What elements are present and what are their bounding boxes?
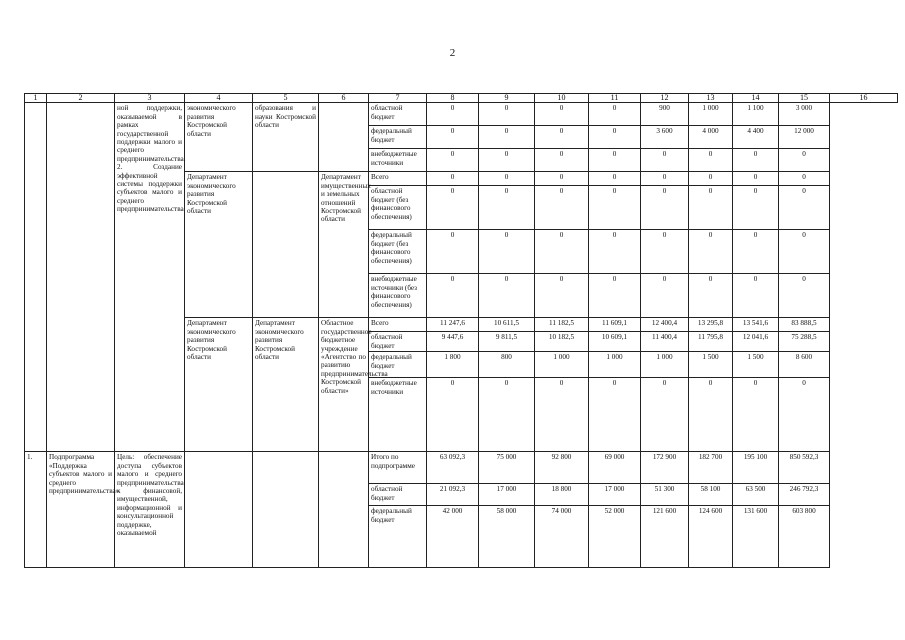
cell-name	[47, 103, 115, 452]
value-cell: 0	[733, 149, 779, 172]
column-header: 3	[115, 94, 185, 103]
value-cell: 0	[779, 230, 830, 274]
value-cell: 131 600	[733, 506, 779, 568]
value-cell: 0	[535, 149, 589, 172]
value-cell: 0	[427, 126, 479, 149]
value-cell: 0	[733, 172, 779, 186]
source-cell: внебюджетные источники	[369, 378, 427, 452]
executor-cell	[253, 172, 319, 318]
value-cell: 0	[733, 186, 779, 230]
value-cell: 0	[479, 378, 535, 452]
column-header: 1	[25, 94, 47, 103]
value-cell: 0	[479, 149, 535, 172]
value-cell: 51 300	[641, 484, 689, 506]
value-cell: 0	[589, 103, 641, 126]
value-cell: 17 000	[589, 484, 641, 506]
column-header: 4	[185, 94, 253, 103]
column-header: 2	[47, 94, 115, 103]
value-cell: 0	[535, 126, 589, 149]
value-cell: 12 400,4	[641, 318, 689, 332]
value-cell: 11 400,4	[641, 332, 689, 352]
value-cell: 12 000	[779, 126, 830, 149]
goal-cell	[115, 103, 185, 452]
value-cell: 603 800	[779, 506, 830, 568]
value-cell: 0	[535, 230, 589, 274]
value-cell: 0	[589, 230, 641, 274]
column-header: 14	[733, 94, 779, 103]
executor-cell	[253, 452, 319, 568]
source-cell: областной бюджет	[369, 103, 427, 126]
value-cell: 4 000	[689, 126, 733, 149]
cell-num	[25, 103, 47, 452]
value-cell: 0	[427, 103, 479, 126]
value-cell: 0	[535, 186, 589, 230]
column-header: 6	[319, 94, 369, 103]
executor-cell: образования и науки Костромской области	[253, 103, 319, 172]
value-cell: 0	[427, 378, 479, 452]
source-cell: федеральный бюджет	[369, 506, 427, 568]
value-cell: 0	[535, 103, 589, 126]
column-header: 8	[427, 94, 479, 103]
value-cell: 0	[641, 186, 689, 230]
value-cell: 74 000	[535, 506, 589, 568]
source-cell: внебюджетные источники (без финансового обеспечения)	[369, 274, 427, 318]
value-cell: 0	[479, 186, 535, 230]
executor-cell: Департамент экономического развития Костромской области	[185, 172, 253, 318]
value-cell: 0	[641, 149, 689, 172]
value-cell: 0	[479, 230, 535, 274]
value-cell: 3 000	[779, 103, 830, 126]
value-cell: 4 400	[733, 126, 779, 149]
value-cell: 0	[689, 186, 733, 230]
column-header: 10	[535, 94, 589, 103]
value-cell: 0	[589, 149, 641, 172]
value-cell: 11 182,5	[535, 318, 589, 332]
value-cell: 21 092,3	[427, 484, 479, 506]
value-cell: 0	[689, 230, 733, 274]
value-cell: 0	[427, 186, 479, 230]
value-cell: 63 500	[733, 484, 779, 506]
value-cell: 0	[589, 274, 641, 318]
value-cell: 63 092,3	[427, 452, 479, 484]
column-header: 11	[589, 94, 641, 103]
value-cell: 172 900	[641, 452, 689, 484]
value-cell: 0	[535, 172, 589, 186]
value-cell: 0	[589, 378, 641, 452]
value-cell: 0	[427, 274, 479, 318]
value-cell: 124 600	[689, 506, 733, 568]
value-cell: 11 247,6	[427, 318, 479, 332]
page-number: 2	[449, 47, 456, 59]
value-cell: 1 800	[427, 352, 479, 378]
goal-text-part1: ной поддержки, оказываемой в рамках государственной поддержки малого и среднего предпринимательства.	[117, 104, 186, 163]
executor-cell: Департамент имущественных и земельных отношений Костромской области	[319, 172, 369, 318]
source-cell: федеральный бюджет (без финансового обеспечения)	[369, 230, 427, 274]
value-cell: 0	[589, 186, 641, 230]
value-cell: 0	[689, 378, 733, 452]
value-cell: 900	[641, 103, 689, 126]
source-cell: областной бюджет	[369, 484, 427, 506]
value-cell: 0	[479, 274, 535, 318]
value-cell: 0	[689, 172, 733, 186]
value-cell: 800	[479, 352, 535, 378]
value-cell: 0	[479, 126, 535, 149]
value-cell: 0	[589, 172, 641, 186]
budget-table	[24, 93, 898, 568]
column-header: 7	[369, 94, 427, 103]
column-header: 5	[253, 94, 319, 103]
value-cell: 0	[427, 149, 479, 172]
value-cell: 1 500	[689, 352, 733, 378]
value-cell: 11 609,1	[589, 318, 641, 332]
goal-cell: Цель: обеспечение доступа субъектов малого и среднего предпринимательства к финансовой, имущественной, информационной и консультационной поддержке, оказываемой	[115, 452, 185, 568]
value-cell: 18 800	[535, 484, 589, 506]
value-cell: 11 795,8	[689, 332, 733, 352]
value-cell: 10 182,5	[535, 332, 589, 352]
value-cell: 1 000	[535, 352, 589, 378]
value-cell: 0	[689, 274, 733, 318]
value-cell: 42 000	[427, 506, 479, 568]
value-cell: 850 592,3	[779, 452, 830, 484]
source-cell: внебюджетные источники	[369, 149, 427, 172]
goal-text-part2: 2. Создание эффективной системы поддержки субъектов малого и среднего предпринимательства	[117, 163, 184, 214]
value-cell: 0	[641, 378, 689, 452]
value-cell: 0	[535, 274, 589, 318]
value-cell: 69 000	[589, 452, 641, 484]
value-cell: 0	[779, 186, 830, 230]
value-cell: 0	[641, 230, 689, 274]
value-cell: 0	[641, 274, 689, 318]
value-cell: 75 000	[479, 452, 535, 484]
value-cell: 3 600	[641, 126, 689, 149]
executor-cell: Областное государственное бюджетное учреждение «Агентство по развитию предпринимательства Костромской области»	[319, 318, 369, 452]
table-row	[25, 103, 898, 126]
column-header: 16	[830, 94, 898, 103]
source-cell: областной бюджет (без финансового обеспечения)	[369, 186, 427, 230]
value-cell: 9 811,5	[479, 332, 535, 352]
value-cell: 13 295,8	[689, 318, 733, 332]
column-header: 9	[479, 94, 535, 103]
value-cell: 58 100	[689, 484, 733, 506]
header-row	[25, 94, 898, 103]
value-cell: 1 100	[733, 103, 779, 126]
value-cell: 9 447,6	[427, 332, 479, 352]
value-cell: 0	[589, 126, 641, 149]
value-cell: 1 000	[589, 352, 641, 378]
subprogram-name-cell: Подпрограмма «Поддержка субъектов малого и среднего предпринимательства»	[47, 452, 115, 568]
value-cell: 0	[733, 378, 779, 452]
table-row	[25, 452, 898, 484]
value-cell: 182 700	[689, 452, 733, 484]
executor-cell: Департамент экономического развития Костромской области	[185, 318, 253, 452]
executor-cell: Департамент экономического развития Костромской области	[253, 318, 319, 452]
source-cell: федеральный бюджет	[369, 352, 427, 378]
value-cell: 0	[427, 230, 479, 274]
column-header: 15	[779, 94, 830, 103]
value-cell: 0	[535, 378, 589, 452]
executor-cell: экономического развития Костромской области	[185, 103, 253, 172]
value-cell: 92 800	[535, 452, 589, 484]
value-cell: 0	[479, 103, 535, 126]
value-cell: 75 288,5	[779, 332, 830, 352]
value-cell: 1 500	[733, 352, 779, 378]
value-cell: 58 000	[479, 506, 535, 568]
value-cell: 0	[733, 274, 779, 318]
value-cell: 0	[479, 172, 535, 186]
column-header: 13	[689, 94, 733, 103]
value-cell: 246 792,3	[779, 484, 830, 506]
value-cell: 0	[779, 274, 830, 318]
value-cell: 0	[689, 149, 733, 172]
value-cell: 0	[427, 172, 479, 186]
value-cell: 52 000	[589, 506, 641, 568]
executor-cell	[319, 452, 369, 568]
value-cell: 17 000	[479, 484, 535, 506]
value-cell: 1 000	[689, 103, 733, 126]
source-cell: Итого по подпрограмме	[369, 452, 427, 484]
executor-cell	[185, 452, 253, 568]
value-cell: 0	[779, 378, 830, 452]
value-cell: 0	[779, 172, 830, 186]
row-number-cell: 1.	[25, 452, 47, 568]
value-cell: 1 000	[641, 352, 689, 378]
value-cell: 83 888,5	[779, 318, 830, 332]
value-cell: 8 600	[779, 352, 830, 378]
value-cell: 0	[733, 230, 779, 274]
value-cell: 10 611,5	[479, 318, 535, 332]
source-cell: федеральный бюджет	[369, 126, 427, 149]
column-header: 12	[641, 94, 689, 103]
value-cell: 195 100	[733, 452, 779, 484]
value-cell: 0	[641, 172, 689, 186]
value-cell: 12 041,6	[733, 332, 779, 352]
value-cell: 0	[779, 149, 830, 172]
value-cell: 121 600	[641, 506, 689, 568]
source-cell: областной бюджет	[369, 332, 427, 352]
value-cell: 13 541,6	[733, 318, 779, 332]
source-cell: Всего	[369, 172, 427, 186]
value-cell: 10 609,1	[589, 332, 641, 352]
executor-cell	[319, 103, 369, 172]
source-cell: Всего	[369, 318, 427, 332]
